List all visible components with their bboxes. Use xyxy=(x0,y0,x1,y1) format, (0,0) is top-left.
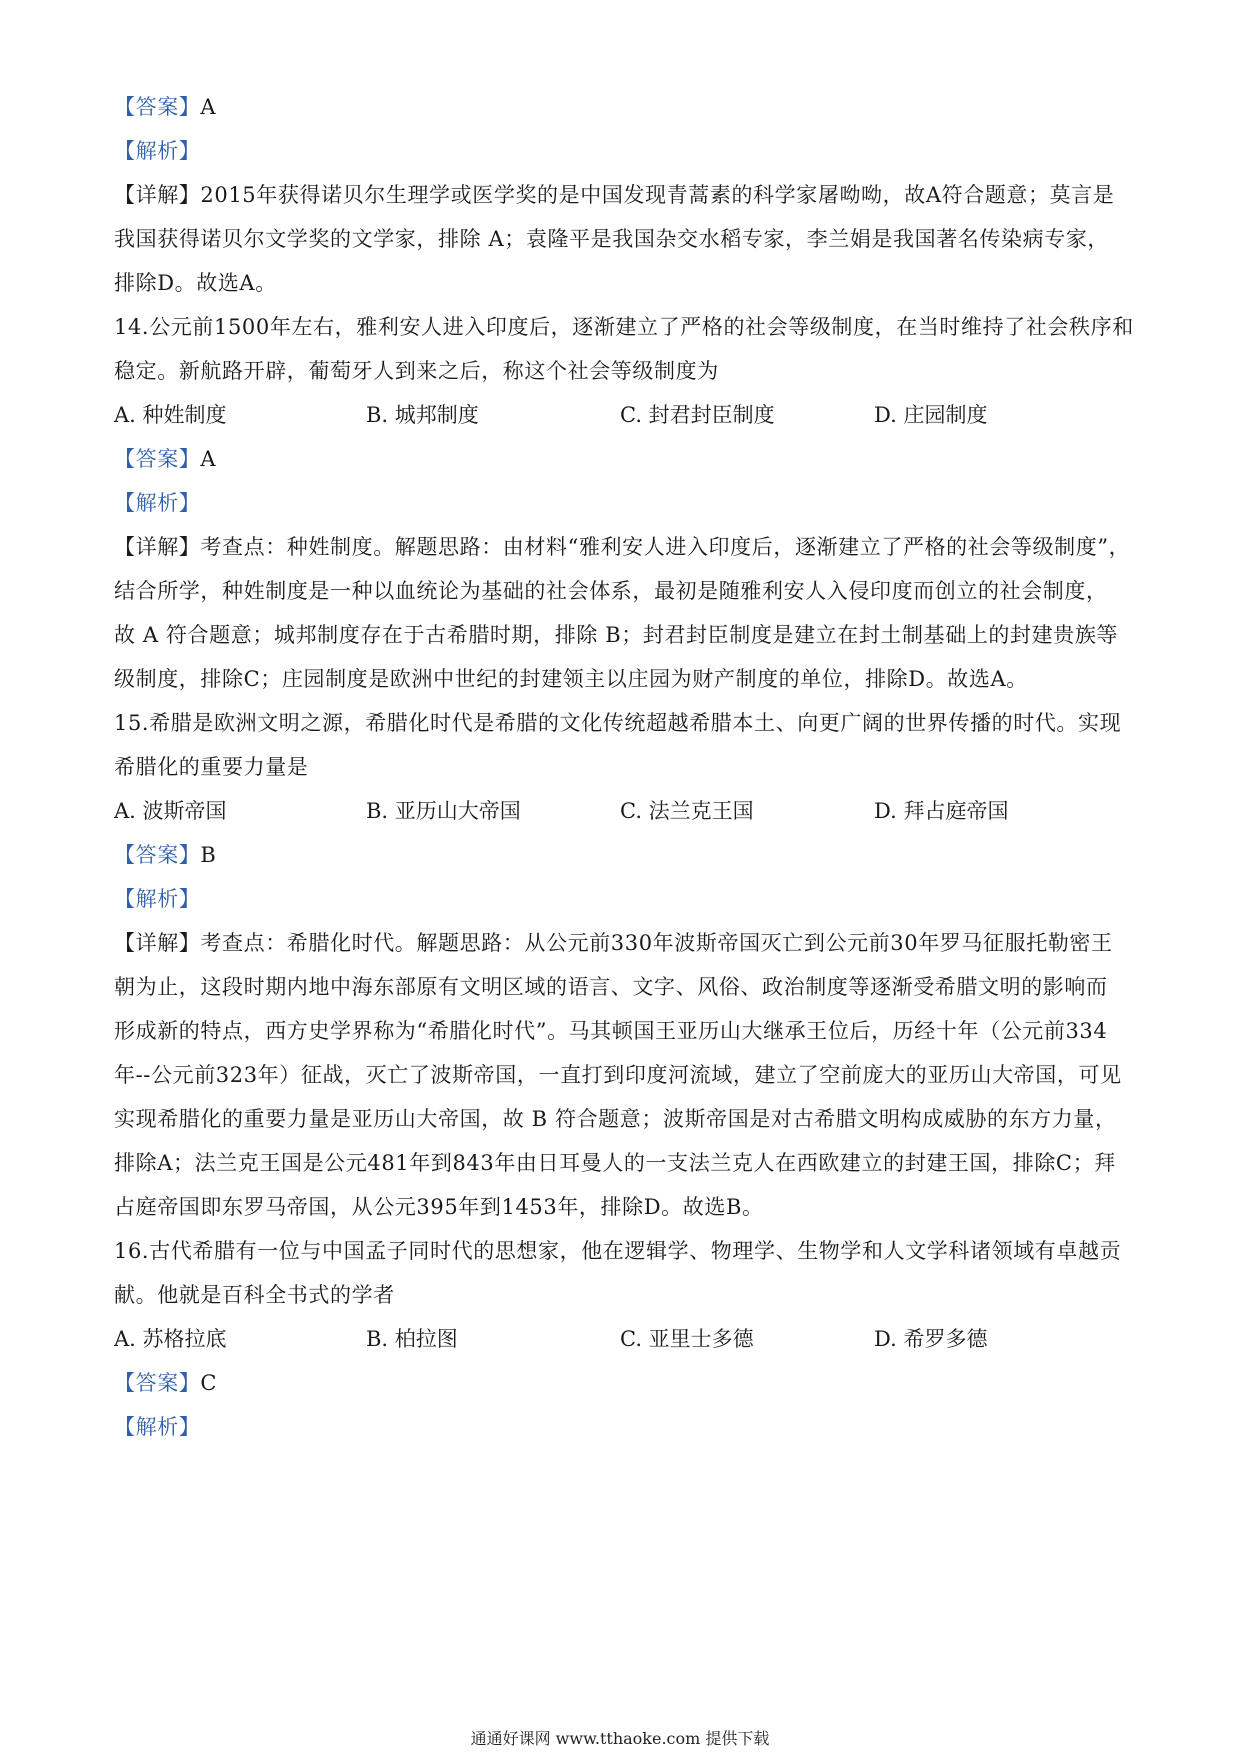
detail-line: 故 A 符合题意；城邦制度存在于古希腊时期，排除 B；封君封臣制度是建立在封土制基础上的封建贵族等 xyxy=(114,623,1119,647)
question-stem: 献。他就是百科全书式的学者 xyxy=(114,1283,395,1307)
option-b: B. 城邦制度 xyxy=(366,403,479,427)
option-b: B. 亚历山大帝国 xyxy=(366,799,521,823)
answer-line xyxy=(114,840,216,870)
detail-line: 级制度，排除C；庄园制度是欧洲中世纪的封建领主以庄园为财产制度的单位，排除D。故选A。 xyxy=(114,667,1028,691)
question-stem: 希腊化的重要力量是 xyxy=(114,755,309,779)
option-a: A. 苏格拉底 xyxy=(114,1327,227,1351)
detail-line: 【详解】2015年获得诺贝尔生理学或医学奖的是中国发现青蒿素的科学家屠呦呦，故A符合题意；莫言是 xyxy=(114,183,1115,207)
answer-tag: 【答案】 xyxy=(114,1371,201,1395)
detail-line: 我国获得诺贝尔文学奖的文学家，排除 A；袁隆平是我国杂交水稻专家，李兰娟是我国著名传染病专家， xyxy=(114,227,1110,251)
detail-line: 排除A；法兰克王国是公元481年到843年由日耳曼人的一支法兰克人在西欧建立的封建王国，排除C；拜 xyxy=(114,1151,1116,1175)
question-stem: 15.希腊是欧洲文明之源，希腊化时代是希腊的文化传统超越希腊本土、向更广阔的世界传播的时代。实现 xyxy=(114,711,1122,735)
answer-value: A xyxy=(200,447,217,471)
answer-line xyxy=(114,444,216,474)
answer-line xyxy=(114,1368,217,1398)
detail-tag: 【详解】 xyxy=(114,535,201,559)
detail-line: 年--公元前323年）征战，灭亡了波斯帝国，一直打到印度河流域，建立了空前庞大的亚历山大帝国，可见 xyxy=(114,1063,1122,1087)
answer-value: C xyxy=(200,1371,218,1395)
answer-tag: 【答案】 xyxy=(114,447,201,471)
detail-line: 实现希腊化的重要力量是亚历山大帝国，故 B 符合题意；波斯帝国是对古希腊文明构成威胁的东方力量， xyxy=(114,1107,1117,1131)
analysis-tag: 【解析】 xyxy=(114,139,201,163)
detail-tag: 【详解】 xyxy=(114,931,201,955)
option-d: D. 希罗多德 xyxy=(874,1327,988,1351)
answer-tag: 【答案】 xyxy=(114,843,201,867)
page-footer: 通通好课网 www.tthaoke.com 提供下载 xyxy=(470,1729,770,1748)
analysis-tag: 【解析】 xyxy=(114,887,201,911)
option-c: C. 封君封臣制度 xyxy=(620,403,775,427)
analysis-tag: 【解析】 xyxy=(114,491,201,515)
option-c: C. 亚里士多德 xyxy=(620,1327,754,1351)
analysis-tag: 【解析】 xyxy=(114,1415,201,1439)
detail-line: 朝为止，这段时期内地中海东部原有文明区域的语言、文字、风俗、政治制度等逐渐受希腊文明的影响而 xyxy=(114,975,1108,999)
answer-tag: 【答案】 xyxy=(114,95,201,119)
question-stem: 16.古代希腊有一位与中国孟子同时代的思想家，他在逻辑学、物理学、生物学和人文学科诸领域有卓越贡 xyxy=(114,1239,1122,1263)
answer-value: B xyxy=(200,843,217,867)
answer-line xyxy=(114,92,216,122)
option-d: D. 庄园制度 xyxy=(874,403,988,427)
detail-line: 【详解】考查点：种姓制度。解题思路：由材料“雅利安人进入印度后，逐渐建立了严格的社会等级制度”， xyxy=(114,535,1131,559)
detail-tag: 【详解】 xyxy=(114,183,201,207)
detail-line: 结合所学，种姓制度是一种以血统论为基础的社会体系，最初是随雅利安人入侵印度而创立的社会制度， xyxy=(114,579,1108,603)
option-d: D. 拜占庭帝国 xyxy=(874,799,1009,823)
detail-line: 【详解】考查点：希腊化时代。解题思路：从公元前330年波斯帝国灭亡到公元前30年罗马征服托勒密王 xyxy=(114,931,1113,955)
detail-line: 排除D。故选A。 xyxy=(114,271,277,295)
question-stem: 稳定。新航路开辟，葡萄牙人到来之后，称这个社会等级制度为 xyxy=(114,359,719,383)
answer-value: A xyxy=(200,95,217,119)
option-a: A. 波斯帝国 xyxy=(114,799,227,823)
detail-line: 形成新的特点，西方史学界称为“希腊化时代”。马其顿国王亚历山大继承王位后，历经十年（公元前334 xyxy=(114,1019,1108,1043)
option-b: B. 柏拉图 xyxy=(366,1327,458,1351)
option-c: C. 法兰克王国 xyxy=(620,799,754,823)
detail-line: 占庭帝国即东罗马帝国，从公元395年到1453年，排除D。故选B。 xyxy=(114,1195,764,1219)
option-a: A. 种姓制度 xyxy=(114,403,227,427)
question-stem: 14.公元前1500年左右，雅利安人进入印度后，逐渐建立了严格的社会等级制度，在当时维持了社会秩序和 xyxy=(114,315,1134,339)
